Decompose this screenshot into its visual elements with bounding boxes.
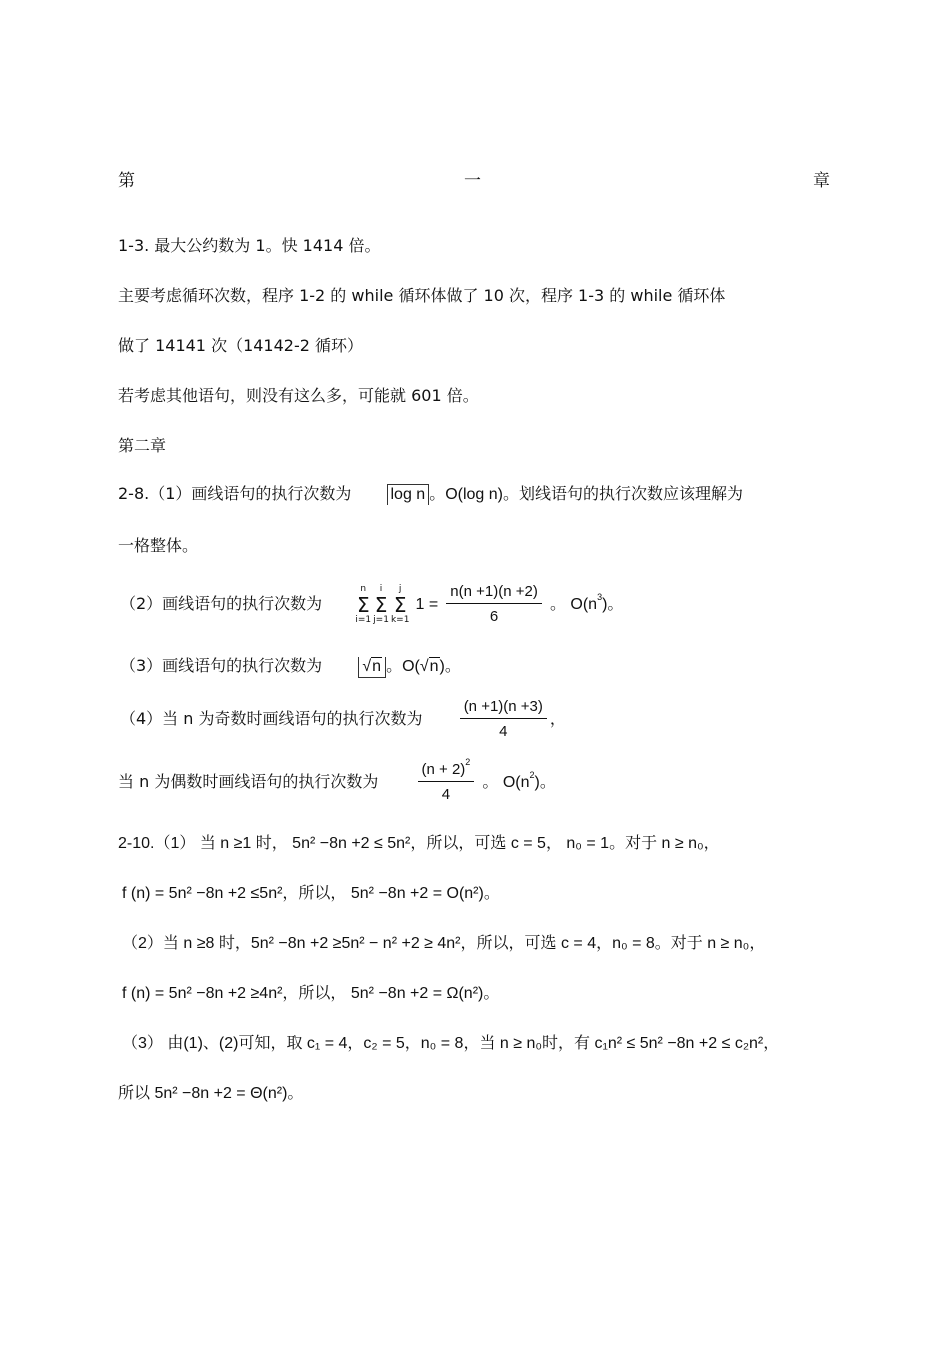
q4b-fraction: $\frac{(n + 2)^2}{4}$ — [418, 761, 475, 804]
answer-2-10-line2: f (n) = 5n² −8n +2 ≤5n²，所以， 5n² −8n +2 = O(n²)。 — [122, 885, 500, 902]
q1-prefix: 2-8.（1）画线语句的执行次数为 — [118, 484, 352, 503]
answer-2-8-part4 — [120, 697, 566, 741]
sum-k: j Σ k=1 — [390, 583, 410, 625]
q1-expr: log n — [390, 486, 426, 503]
answer-2-8-part2 — [120, 582, 623, 627]
sum-i: n Σ i=1 — [355, 583, 372, 625]
answer-2-8-part4-even — [118, 757, 556, 805]
q4b-prefix: 当 n 为偶数时画线语句的执行次数为 — [118, 772, 379, 791]
answer-2-10-line4: f (n) = 5n² −8n +2 ≥4n²，所以， 5n² −8n +2 = Ω(n²)。 — [122, 985, 500, 1002]
floor-sqrt-n: √n — [358, 657, 386, 678]
q2-prefix: （2）画线语句的执行次数为 — [120, 594, 323, 613]
answer-1-3-line3: 做了 14141 次（14142-2 循环） — [118, 336, 364, 355]
answer-2-8-part1-cont: 一格整体。 — [118, 536, 199, 555]
q1-suffix: 。划线语句的执行次数应该理解为 — [503, 484, 744, 503]
answer-2-10-line6: 所以 5n² −8n +2 = Θ(n²)。 — [118, 1085, 304, 1102]
q3-mid: 。O( — [386, 658, 420, 675]
q2-suffix: 。 $O(n^3)$。 — [549, 592, 624, 613]
ceil-log-n — [387, 484, 430, 505]
heading-char-2: 一 — [464, 171, 481, 191]
q3-suffix: )。 — [439, 658, 461, 675]
answer-2-10-line3: （2）当 n ≥8 时，5n² −8n +2 ≥5n² − n² +2 ≥ 4n²，所以，可选 c = 4，n₀ = 8。对于 n ≥ n₀， — [122, 935, 766, 952]
heading-char-1: 第 — [118, 171, 135, 191]
chapter-two-heading: 第二章 — [118, 436, 167, 455]
answer-1-3-line2: 主要考虑循环次数，程序 1-2 的 while 循环体做了 10 次，程序 1-3 的 while 循环体 — [118, 286, 726, 305]
sum-j: i Σ j=1 — [373, 583, 389, 625]
answer-2-10-line5: （3） 由(1)、(2)可知，取 c₁ = 4，c₂ = 5，n₀ = 8，当 n ≥ n₀时，有 c₁n² ≤ 5n² −8n +2 ≤ c₂n²， — [122, 1035, 780, 1052]
answer-1-3-line4: 若考虑其他语句，则没有这么多，可能就 601 倍。 — [118, 386, 479, 405]
q3-prefix: （3）画线语句的执行次数为 — [120, 656, 323, 675]
answer-1-3-line1: 1-3. 最大公约数为 1。快 1414 倍。 — [118, 236, 381, 255]
q2-eq: 1 = — [415, 596, 439, 613]
answer-2-10-line1: 2-10.（1） 当 n ≥1 时， 5n² −8n +2 ≤ 5n²，所以，可选 c = 5， n₀ = 1。对于 n ≥ n₀， — [118, 835, 720, 852]
q4-fraction: $\frac{(n +1)(n +3)}{4}$ — [460, 698, 547, 741]
q4-prefix: （4）当 n 为奇数时画线语句的执行次数为 — [120, 709, 423, 728]
q3-sqrt: n — [429, 658, 439, 675]
heading-char-3: 章 — [813, 171, 830, 191]
q1-mid: 。O(log n) — [429, 486, 504, 503]
q4-suffix: ， — [549, 709, 566, 728]
q2-fraction: $\frac{n(n +1)(n +2)}{6}$ — [446, 583, 542, 626]
answer-2-8-part1 — [118, 484, 743, 505]
q4b-suffix: 。 $O(n^2)$。 — [482, 770, 556, 791]
chapter-one-heading — [118, 166, 830, 191]
answer-2-8-part3: （3）画线语句的执行次数为 √n 。O(√n)。 — [120, 656, 461, 678]
